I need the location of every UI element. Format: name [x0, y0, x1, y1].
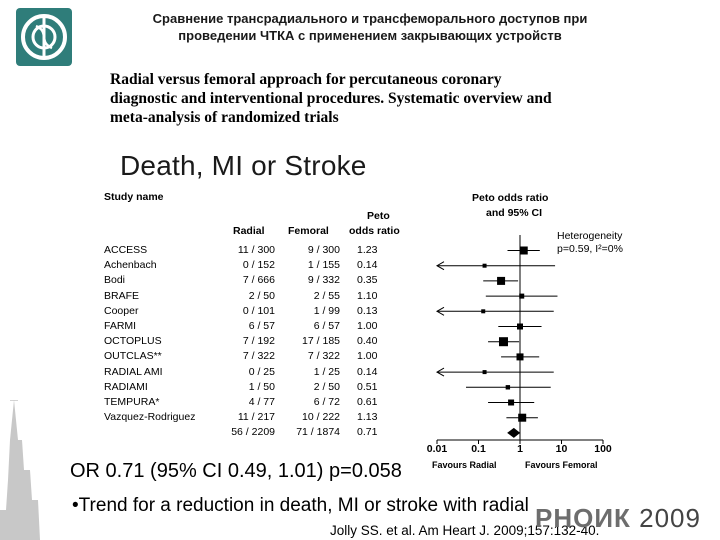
femoral-events: 9 / 300 [307, 244, 340, 256]
peto-or: 0.61 [357, 396, 378, 408]
study-name: TEMPURA* [104, 396, 160, 408]
heterogeneity-note [557, 230, 623, 256]
x-tick-label: 100 [594, 443, 612, 455]
axis-tick-labels [415, 443, 625, 457]
study-name: Achenbach [104, 259, 157, 272]
study-name: Cooper [104, 304, 139, 317]
femoral-events: 1 / 25 [313, 365, 340, 378]
study-marker [483, 370, 487, 374]
peto-or: 0.13 [357, 304, 378, 317]
study-marker [508, 400, 514, 406]
radial-events: 2 / 50 [248, 289, 275, 302]
study-name: OCTOPLUS [104, 335, 162, 348]
pooled-diamond [507, 428, 520, 438]
study-marker [517, 353, 524, 360]
radial-events: 7 / 666 [242, 274, 275, 287]
study-name: BRAFE [104, 289, 140, 302]
heterogeneity-label: Heterogeneity [557, 230, 623, 242]
radial-events: 6 / 57 [248, 320, 275, 332]
plot-header-1: Peto odds ratio [472, 192, 549, 204]
summary-or: OR 0.71 (95% CI 0.49, 1.01) p=0.058 [70, 460, 402, 482]
peto-or: 1.10 [357, 289, 378, 302]
title-ru-line2: проведении ЧТКА с применением закрывающих устройств [178, 28, 562, 43]
femoral-events: 71 / 1874 [296, 426, 340, 439]
heterogeneity-values: p=0.59, I²=0% [557, 243, 623, 255]
paper-title-line1: Radial versus femoral approach for percutaneous coronary [110, 71, 502, 88]
favours-radial-label: Favours Radial [432, 460, 497, 470]
peto-or: 1.00 [357, 320, 378, 332]
study-marker [506, 385, 510, 389]
femoral-events: 6 / 72 [313, 396, 340, 408]
peto-or: 0.71 [357, 426, 378, 439]
femoral-events: 2 / 55 [313, 289, 340, 302]
title-ru-line1: Сравнение трансрадиального и трансфеморального доступов при [152, 11, 588, 26]
radial-events: 1 / 50 [248, 380, 275, 393]
col-radial-header: Radial [233, 225, 265, 237]
study-name: ACCESS [104, 244, 148, 256]
radial-events: 0 / 25 [248, 365, 275, 378]
study-name: Vazquez-Rodriguez [104, 411, 196, 424]
peto-or: 1.00 [357, 350, 378, 363]
brand-logo [535, 503, 701, 534]
paper-title-line3: meta-analysis of randomized trials [110, 109, 339, 126]
radial-events: 56 / 2209 [231, 426, 275, 439]
femoral-events: 1 / 99 [313, 304, 340, 317]
study-name: OUTCLAS** [104, 350, 162, 363]
femoral-events: 17 / 185 [302, 335, 340, 348]
study-name: Bodi [104, 274, 126, 287]
slide-title-russian [90, 10, 650, 44]
trend-bullet: •Trend for a reduction in death, MI or stroke with radial [72, 495, 529, 516]
x-tick-label: 0.1 [471, 443, 486, 455]
femoral-events: 6 / 57 [313, 320, 340, 332]
femoral-events: 9 / 332 [307, 274, 340, 287]
favours-femoral-label: Favours Femoral [525, 460, 598, 470]
radial-events: 0 / 152 [242, 259, 275, 272]
study-marker [518, 414, 526, 422]
study-marker [520, 247, 528, 255]
femoral-events: 10 / 222 [302, 411, 340, 424]
x-tick-label: 0.01 [426, 443, 448, 455]
peto-or: 0.40 [357, 335, 378, 348]
brand-year: 2009 [639, 503, 701, 533]
peto-or: 1.23 [357, 244, 378, 256]
femoral-events: 1 / 155 [307, 259, 340, 272]
col-peto-header-1: Peto [367, 210, 390, 222]
kremlin-tower-decoration [0, 400, 60, 540]
femoral-events: 2 / 50 [313, 380, 340, 393]
peto-or: 0.51 [357, 380, 378, 393]
col-peto-header-2: odds ratio [349, 225, 400, 237]
study-name: RADIAL AMI [104, 365, 163, 378]
radial-events: 0 / 101 [242, 304, 275, 317]
study-marker [517, 324, 523, 330]
radial-events: 11 / 300 [237, 244, 275, 256]
citation: Jolly SS. et al. Am Heart J. 2009;157:132-40. [330, 523, 600, 538]
paper-title-line2: diagnostic and interventional procedures. Systematic overview and [110, 90, 552, 107]
section-title: Death, MI or Stroke [120, 150, 367, 181]
paper-title [110, 70, 670, 127]
study-marker [519, 294, 524, 299]
radial-events: 4 / 77 [248, 396, 275, 408]
radial-events: 11 / 217 [237, 411, 275, 424]
society-logo [14, 6, 74, 68]
brand-text: РНОИК [535, 503, 631, 533]
col-study-header: Study name [104, 191, 164, 203]
study-name: FARMI [104, 320, 137, 332]
peto-or: 0.35 [357, 274, 378, 287]
peto-or: 1.13 [357, 411, 378, 424]
study-marker [481, 309, 485, 313]
study-marker [497, 277, 505, 285]
radial-events: 7 / 192 [242, 335, 275, 348]
forest-plot [415, 185, 625, 475]
col-femoral-header: Femoral [288, 225, 329, 237]
plot-header-2: and 95% CI [486, 207, 543, 219]
x-tick-label: 10 [555, 443, 568, 455]
peto-or: 0.14 [357, 259, 378, 272]
study-marker [499, 337, 508, 346]
x-tick-label: 1 [517, 443, 523, 455]
femoral-events: 7 / 322 [307, 350, 340, 363]
peto-or: 0.14 [357, 365, 378, 378]
study-name: RADIAMI [104, 380, 148, 393]
study-marker [483, 264, 487, 268]
radial-events: 7 / 322 [242, 350, 275, 363]
